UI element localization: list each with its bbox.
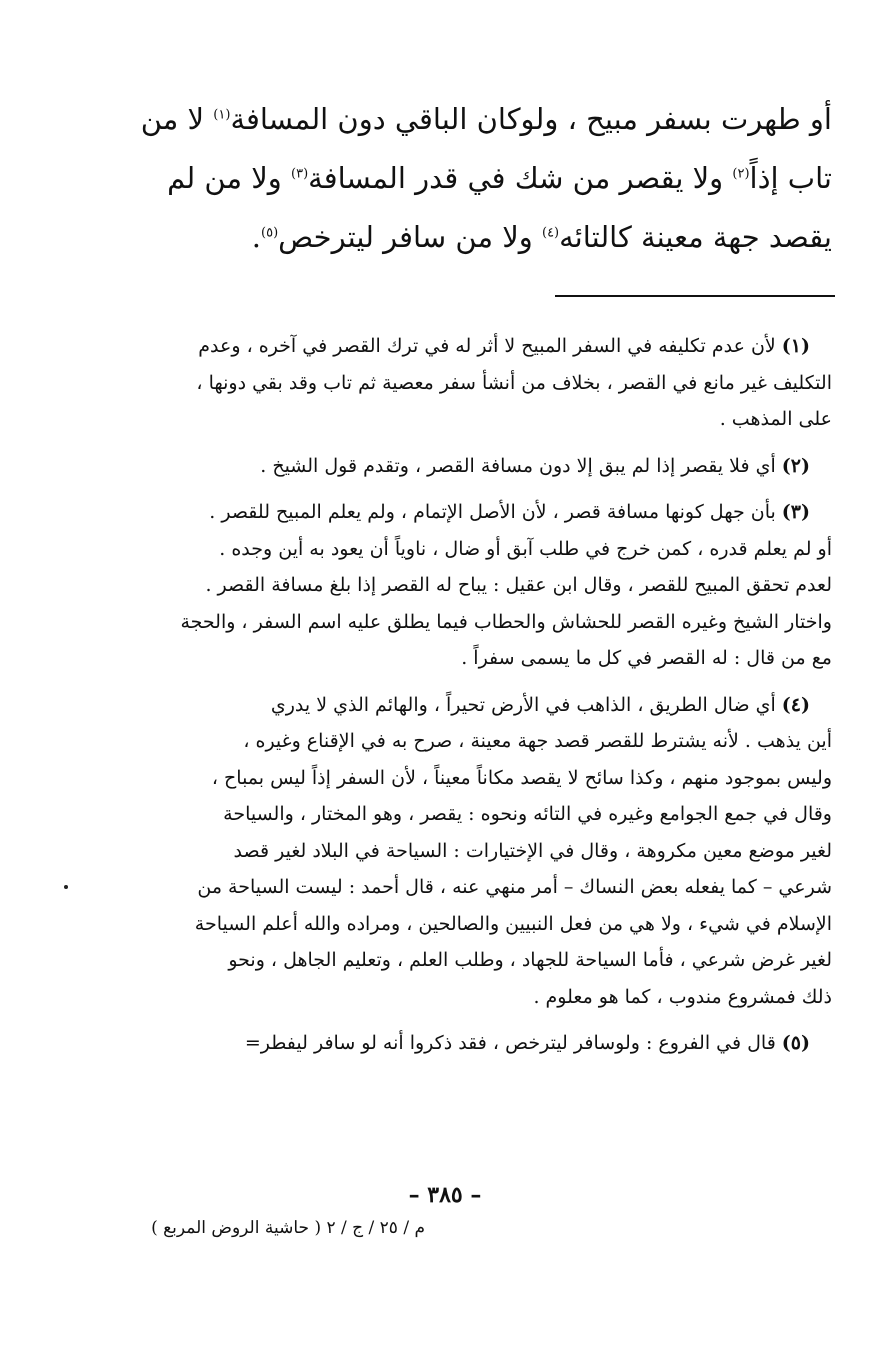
printer-signature: م / ٢٥ / ج / ٢ ( حاشية الروض المربع ) [151,1218,425,1238]
footnote-text: أي ضال الطريق ، الذاهب في الأرض تحيراً ، والهائم الذي لا يدري [270,693,776,716]
footnote-number: (١) [781,335,810,357]
footnote-line [102,687,832,724]
main-text-segment: ولا من سافر ليترخص [278,220,542,254]
footnote-line: ذلك فمشروع مندوب ، كما هو معلوم . [533,985,832,1008]
footnote-line: لعدم تحقق المبيح للقصر ، وقال ابن عقيل : يباح له القصر إذا بلغ مسافة القصر . [205,574,832,596]
footnote-number: (٥) [781,1032,810,1054]
footnote-line: التكليف غير مانع في القصر ، بخلاف من أنشأ سفر معصية ثم تاب وقد بقي دونها ، [196,371,832,394]
footnote-ref-1[interactable]: (١) [213,107,231,123]
main-text-line-2 [102,149,832,208]
footnote-3 [102,494,832,677]
footnote-line: لغير غرض شرعي ، فأما السياحة للجهاد ، وطلب العلم ، وتعليم الجاهل ، ونحو [228,949,832,971]
footnote-ref-3[interactable]: (٣) [291,166,309,182]
footnote-line: أين يذهب . لأنه يشترط للقصر قصد جهة معينة ، صرح به في الإقناع وغيره ، [243,730,832,752]
footnote-5 [102,1025,832,1062]
footnote-line: مع من قال : له القصر في كل ما يسمى سفراً . [461,647,832,669]
footnote-line [102,1025,832,1062]
footnote-number: (٤) [781,693,810,716]
footnote-divider [555,295,835,297]
footnote-line: شرعي – كما يفعله بعض النساك – أمر منهي عنه ، قال أحمد : ليست السياحة من [197,876,832,898]
main-text-segment: . [251,220,262,254]
footnote-ref-2[interactable]: (٢) [732,166,750,182]
footnote-text: بأن جهل كونها مسافة قصر ، لأن الأصل الإتمام ، ولم يعلم المبيح للقصر . [209,501,776,523]
footnote-line: واختار الشيخ وغيره القصر للحشاش والحطاب فيما يطلق عليه اسم السفر ، والحجة [180,610,832,633]
page-number: – ٣٨٥ – [408,1182,482,1208]
footnote-2 [102,448,832,485]
main-text-segment: يقصد جهة معينة كالتائه [559,220,832,254]
footnote-text: لأن عدم تكليفه في السفر المبيح لا أثر له في ترك القصر في آخره ، وعدم [198,335,776,357]
footnote-line [102,328,832,365]
footnote-line: أو لم يعلم قدره ، كمن خرج في طلب آبق أو ضال ، ناوياً أن يعود به أين وجده . [219,537,832,560]
footnote-line: الإسلام في شيء ، ولا هي من فعل النبيين والصالحين ، ومراده والله أعلم السياحة [194,912,832,935]
main-text-segment: أو طهرت بسفر مبيح ، ولوكان الباقي دون المسافة [230,102,832,136]
footnote-number: (٢) [781,454,810,477]
footnote-line: على المذهب . [719,408,832,430]
footnote-4 [102,687,832,1016]
main-text-segment: لا من [140,102,214,136]
footnote-text: قال في الفروع : ولوسافر ليترخص ، فقد ذكروا أنه لو سافر ليفطر= [244,1032,776,1054]
footnote-ref-5[interactable]: (٥) [261,225,279,241]
footnotes-block [102,328,832,1072]
footnote-1 [102,328,832,438]
main-text-block [102,90,832,267]
footnote-ref-4[interactable]: (٤) [541,225,560,241]
footnote-number: (٣) [781,501,810,523]
footnote-line [102,494,832,531]
footnote-text: أي فلا يقصر إذا لم يبق إلا دون مسافة القصر ، وتقدم قول الشيخ . [260,454,776,477]
scan-speck [64,885,68,889]
main-text-line-3 [102,208,832,267]
footnote-line: وليس بموجود منهم ، وكذا سائح لا يقصد مكاناً معيناً ، لأن السفر إذاً ليس بمباح ، [211,766,832,789]
main-text-segment: ولا يقصر من شك في قدر المسافة [308,161,733,195]
main-text-segment: ولا من لم [167,161,292,195]
footnote-line: وقال في جمع الجوامع وغيره في التائه ونحوه : يقصر ، وهو المختار ، والسياحة [223,803,832,825]
footnote-line: لغير موضع معين مكروهة ، وقال في الإختيارات : السياحة في البلاد لغير قصد [233,839,832,862]
main-text-line-1 [102,90,832,149]
footnote-line [102,448,832,485]
main-text-segment: تاب إذاً [749,161,832,195]
